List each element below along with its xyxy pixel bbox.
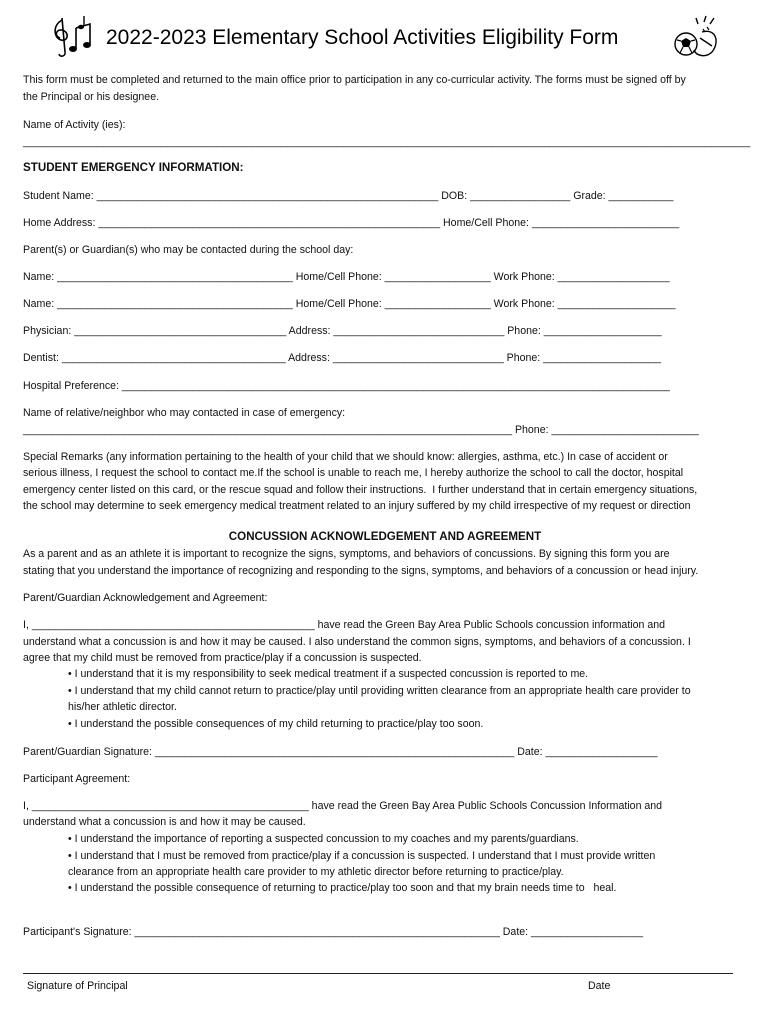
- activity-label: Name of Activity (ies):: [23, 119, 126, 131]
- guardians-label: Parent(s) or Guardian(s) who may be contacted during the school day:: [23, 244, 354, 256]
- participant-bullet: • I understand the importance of reporting a suspected concussion to my coaches and my parents/guardians.: [68, 833, 579, 845]
- parent-bullet: • I understand that my child cannot return to practice/play until providing written clearance from an appropriate health care provider to: [68, 685, 691, 697]
- physician-line[interactable]: Physician: ____________________________________ Address: _____________________________ Phone: ____________________: [23, 325, 662, 337]
- activity-field[interactable]: _______________________________________________________________________________________________________________________________: [23, 136, 751, 148]
- parent-signature-line[interactable]: Parent/Guardian Signature: _____________________________________________________________ Date: ___________________: [23, 746, 658, 758]
- participant-signature-line[interactable]: Participant's Signature: ______________________________________________________________ Date: ___________________: [23, 926, 643, 938]
- remarks-line: emergency center listed on this card, or the rescue squad and follow their instructions. I further understand that in certain emergency situations,: [23, 484, 698, 496]
- concussion-intro-line: stating that you understand the importance of recognizing and responding to the signs, symptoms, and behaviors of a concussion or head injury.: [23, 565, 699, 577]
- home-address-line[interactable]: Home Address: __________________________________________________________ Home/Cell Phone: _________________________: [23, 217, 680, 229]
- remarks-line: the school may determine to seek emergency medical treatment related to an injury suffered by my child irrespective of my request or direction: [23, 500, 691, 512]
- sports-balls-icon: [672, 12, 722, 62]
- relative-line[interactable]: ___________________________________________________________________________________ Phone: _________________________: [23, 424, 699, 436]
- guardian-2-line[interactable]: Name: ________________________________________ Home/Cell Phone: __________________ Work Phone: ____________________: [23, 298, 676, 310]
- participant-bullet: • I understand that I must be removed from practice/play if a concussion is suspected. I understand that I must provide written: [68, 850, 656, 862]
- relative-label: Name of relative/neighbor who may contacted in case of emergency:: [23, 407, 346, 419]
- principal-signature-label: Signature of Principal: [27, 980, 128, 992]
- parent-bullet: • I understand that it is my responsibility to seek medical treatment if a suspected concussion is reported to me.: [68, 668, 589, 680]
- concussion-heading: CONCUSSION ACKNOWLEDGEMENT AND AGREEMENT: [228, 530, 542, 543]
- principal-date-label: Date: [588, 980, 611, 992]
- parent-bullet: his/her athletic director.: [68, 701, 177, 713]
- dentist-line[interactable]: Dentist: ______________________________________ Address: _____________________________ Phone: ____________________: [23, 352, 662, 364]
- music-notes-icon: [48, 14, 98, 60]
- emergency-heading: STUDENT EMERGENCY INFORMATION:: [23, 161, 244, 174]
- participant-name-line[interactable]: I, _______________________________________________ have read the Green Bay Area Public Schools Concussion Information and: [23, 800, 663, 812]
- participant-agreement-label: Participant Agreement:: [23, 773, 131, 785]
- remarks-line: serious illness, I request the school to contact me.If the school is unable to reach me, I hereby authorize the school to call the doctor, hospital: [23, 467, 684, 479]
- parent-text-line: understand what a concussion is and how it may be caused. I also understand the common signs, symptoms, and behaviors of a concussion. I: [23, 636, 691, 648]
- principal-signature-rule[interactable]: [23, 973, 733, 974]
- participant-bullet: clearance from an appropriate health care provider to my athletic director before returning to practice/play.: [68, 866, 564, 878]
- participant-text-line: understand what a concussion is and how it may be caused.: [23, 816, 306, 828]
- parent-bullet: • I understand the possible consequences of my child returning to practice/play too soon.: [68, 718, 484, 730]
- parent-text-line: agree that my child must be removed from practice/play if a concussion is suspected.: [23, 652, 422, 664]
- participant-bullet: • I understand the possible consequence of returning to practice/play too soon and that my brain needs time to heal.: [68, 882, 617, 894]
- concussion-intro-line: As a parent and as an athlete it is important to recognize the signs, symptoms, and behaviors of concussions. By signing this form you are: [23, 548, 670, 560]
- parent-agreement-label: Parent/Guardian Acknowledgement and Agreement:: [23, 592, 268, 604]
- form-title: 2022-2023 Elementary School Activities Eligibility Form: [106, 26, 619, 49]
- student-name-line[interactable]: Student Name: __________________________________________________________ DOB: _________________ Grade: ___________: [23, 190, 674, 202]
- remarks-line: Special Remarks (any information pertaining to the health of your child that we should know: allergies, asthma, etc.) In case of accident or: [23, 451, 668, 463]
- guardian-1-line[interactable]: Name: ________________________________________ Home/Cell Phone: __________________ Work Phone: ___________________: [23, 271, 670, 283]
- intro-line: the Principal or his designee.: [23, 91, 160, 103]
- parent-name-line[interactable]: I, ________________________________________________ have read the Green Bay Area Public Schools concussion information and: [23, 619, 666, 631]
- intro-line: This form must be completed and returned to the main office prior to participation in any co-curricular activity. The forms must be signed off by: [23, 74, 686, 86]
- hospital-line[interactable]: Hospital Preference: _____________________________________________________________________________________________: [23, 380, 670, 392]
